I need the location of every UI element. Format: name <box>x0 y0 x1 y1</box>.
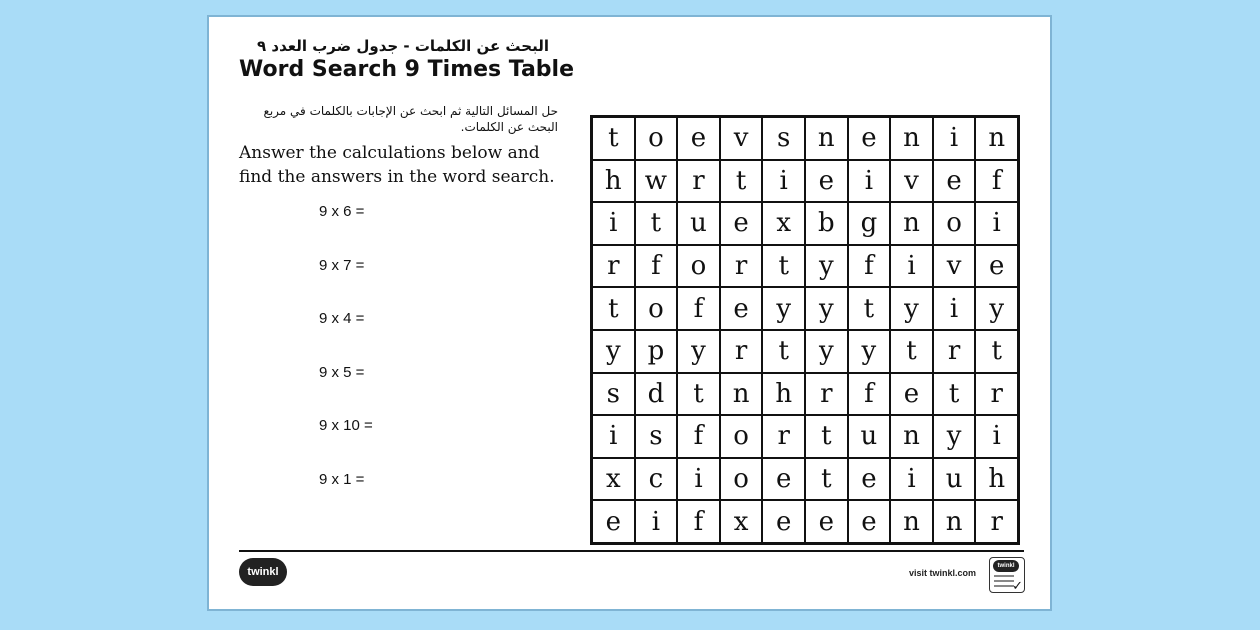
footer-divider <box>239 550 1024 552</box>
grid-cell: i <box>635 500 678 543</box>
question: 9 x 4 = <box>319 310 365 327</box>
grid-cell: h <box>975 458 1018 501</box>
grid-cell: r <box>677 160 720 203</box>
grid-cell: r <box>975 500 1018 543</box>
grid-cell: i <box>677 458 720 501</box>
question: 9 x 5 = <box>319 363 365 381</box>
grid-cell: s <box>762 117 805 160</box>
grid-cell: t <box>933 373 976 416</box>
question: 9 x 1 = <box>319 470 365 488</box>
grid-cell: b <box>805 202 848 245</box>
grid-cell: y <box>805 245 848 288</box>
question: 9 x 10 = <box>319 417 373 434</box>
grid-cell: t <box>975 330 1018 373</box>
grid-cell: r <box>720 245 763 288</box>
grid-cell: v <box>720 117 763 160</box>
grid-cell: e <box>805 500 848 543</box>
badge-logo: twinkl <box>993 560 1019 572</box>
grid-cell: u <box>848 415 891 458</box>
grid-cell: e <box>720 202 763 245</box>
grid-cell: r <box>933 330 976 373</box>
grid-cell: s <box>635 415 678 458</box>
page-title: Word Search 9 Times Table <box>239 57 575 82</box>
grid-cell: e <box>890 373 933 416</box>
grid-cell: f <box>677 500 720 543</box>
grid-cell: t <box>762 245 805 288</box>
grid-cell: t <box>592 117 635 160</box>
grid-cell: u <box>677 202 720 245</box>
grid-cell: i <box>762 160 805 203</box>
grid-cell: n <box>975 117 1018 160</box>
grid-cell: e <box>933 160 976 203</box>
grid-cell: i <box>592 202 635 245</box>
grid-cell: t <box>592 287 635 330</box>
grid-cell: t <box>805 458 848 501</box>
grid-cell: i <box>848 160 891 203</box>
grid-cell: f <box>635 245 678 288</box>
grid-cell: e <box>805 160 848 203</box>
grid-cell: u <box>933 458 976 501</box>
grid-cell: r <box>762 415 805 458</box>
grid-cell: e <box>720 287 763 330</box>
grid-cell: y <box>805 287 848 330</box>
grid-cell: o <box>933 202 976 245</box>
grid-cell: x <box>762 202 805 245</box>
grid-cell: f <box>975 160 1018 203</box>
grid-cell: h <box>592 160 635 203</box>
grid-cell: e <box>762 500 805 543</box>
grid-cell: f <box>677 287 720 330</box>
checkmark-icon: ✓ <box>1012 579 1023 594</box>
grid-cell: n <box>890 202 933 245</box>
grid-cell: x <box>592 458 635 501</box>
grid-cell: e <box>848 117 891 160</box>
visit-link[interactable]: visit twinkl.com <box>909 568 977 578</box>
grid-cell: o <box>635 117 678 160</box>
grid-cell: r <box>975 373 1018 416</box>
grid-cell: x <box>720 500 763 543</box>
grid-cell: e <box>762 458 805 501</box>
grid-cell: t <box>677 373 720 416</box>
grid-cell: t <box>848 287 891 330</box>
grid-cell: o <box>720 415 763 458</box>
grid-cell: i <box>975 415 1018 458</box>
grid-cell: i <box>933 287 976 330</box>
grid-cell: f <box>677 415 720 458</box>
grid-cell: r <box>592 245 635 288</box>
grid-cell: e <box>975 245 1018 288</box>
grid-cell: y <box>890 287 933 330</box>
grid-cell: i <box>592 415 635 458</box>
grid-cell: y <box>592 330 635 373</box>
grid-cell: y <box>677 330 720 373</box>
question: 9 x 7 = <box>319 256 365 274</box>
grid-cell: v <box>933 245 976 288</box>
grid-cell: t <box>635 202 678 245</box>
grid-cell: e <box>848 458 891 501</box>
grid-cell: y <box>933 415 976 458</box>
grid-cell: r <box>720 330 763 373</box>
grid-cell: n <box>890 117 933 160</box>
grid-cell: e <box>677 117 720 160</box>
grid-cell: i <box>890 458 933 501</box>
grid-cell: n <box>933 500 976 543</box>
grid-cell: o <box>720 458 763 501</box>
instructions-english: Answer the calculations below and find the answers in the word search. <box>239 143 555 187</box>
grid-cell: e <box>848 500 891 543</box>
grid-cell: t <box>720 160 763 203</box>
grid-cell: n <box>890 500 933 543</box>
grid-cell: t <box>762 330 805 373</box>
grid-cell: o <box>635 287 678 330</box>
title-arabic: البحث عن الكلمات - جدول ضرب العدد ٩ <box>257 37 549 55</box>
grid-cell: y <box>762 287 805 330</box>
grid-cell: t <box>890 330 933 373</box>
question: 9 x 6 = <box>319 203 365 220</box>
grid-cell: y <box>805 330 848 373</box>
grid-cell: y <box>848 330 891 373</box>
grid-cell: f <box>848 373 891 416</box>
grid-cell: r <box>805 373 848 416</box>
grid-cell: n <box>805 117 848 160</box>
grid-cell: i <box>933 117 976 160</box>
grid-cell: s <box>592 373 635 416</box>
grid-cell: o <box>677 245 720 288</box>
grid-cell: h <box>762 373 805 416</box>
grid-cell: n <box>720 373 763 416</box>
grid-cell: c <box>635 458 678 501</box>
grid-cell: f <box>848 245 891 288</box>
grid-cell: i <box>890 245 933 288</box>
instructions-arabic: حل المسائل التالية ثم ابحث عن الإجابات بالكلمات في مربع البحث عن الكلمات. <box>263 104 558 134</box>
grid-cell: t <box>805 415 848 458</box>
grid-cell: v <box>890 160 933 203</box>
grid-cell: n <box>890 415 933 458</box>
grid-cell: g <box>848 202 891 245</box>
twinkl-logo: twinkl <box>239 558 287 586</box>
grid-cell: d <box>635 373 678 416</box>
quality-badge-icon <box>989 557 1025 593</box>
grid-cell: e <box>592 500 635 543</box>
grid-cell: w <box>635 160 678 203</box>
grid-cell: i <box>975 202 1018 245</box>
grid-cell: p <box>635 330 678 373</box>
grid-cell: y <box>975 287 1018 330</box>
worksheet <box>207 15 1052 611</box>
word-search-grid <box>590 115 1020 545</box>
question-list <box>319 203 373 524</box>
